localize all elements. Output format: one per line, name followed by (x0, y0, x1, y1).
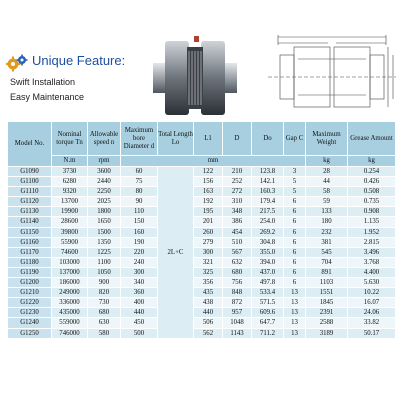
cell-weight: 28 (306, 167, 348, 177)
coupling-photo (150, 33, 240, 121)
cell-bore: 500 (121, 328, 158, 338)
cell-weight: 2588 (306, 318, 348, 328)
cell-model: G1170 (8, 247, 52, 257)
cell-gap: 13 (284, 288, 306, 298)
cell-do: 142.1 (252, 177, 284, 187)
cell-model: G1250 (8, 328, 52, 338)
cell-weight: 1551 (306, 288, 348, 298)
cell-l1: 435 (194, 288, 223, 298)
cell-weight: 545 (306, 247, 348, 257)
cell-d: 454 (223, 227, 252, 237)
cell-grease: 50.17 (348, 328, 396, 338)
cell-speed: 1050 (88, 267, 121, 277)
cell-d: 632 (223, 257, 252, 267)
cell-bore: 90 (121, 197, 158, 207)
cell-grease: 16.07 (348, 298, 396, 308)
cell-grease: 0.508 (348, 187, 396, 197)
header-bore: Maximum bore Diameter d (121, 122, 158, 156)
cell-torque: 435000 (52, 308, 88, 318)
cell-bore: 75 (121, 177, 158, 187)
cell-do: 437.0 (252, 267, 284, 277)
cell-gap: 5 (284, 187, 306, 197)
cell-torque: 186000 (52, 278, 88, 288)
cell-d: 848 (223, 288, 252, 298)
cell-torque: 746000 (52, 328, 88, 338)
gear-logo-icon (6, 54, 28, 72)
cell-model: G1140 (8, 217, 52, 227)
cell-d: 210 (223, 167, 252, 177)
cell-d: 310 (223, 197, 252, 207)
cell-grease: 24.06 (348, 308, 396, 318)
table-row (8, 227, 396, 237)
cell-model: G1160 (8, 237, 52, 247)
table-row (8, 288, 396, 298)
cell-d: 1143 (223, 328, 252, 338)
cell-gap: 13 (284, 318, 306, 328)
cell-d: 872 (223, 298, 252, 308)
table-row (8, 278, 396, 288)
cell-l1: 438 (194, 298, 223, 308)
cell-gap: 6 (284, 207, 306, 217)
table-row (8, 197, 396, 207)
cell-weight: 133 (306, 207, 348, 217)
cell-bore: 190 (121, 237, 158, 247)
cell-do: 304.8 (252, 237, 284, 247)
cell-model: G1200 (8, 278, 52, 288)
cell-speed: 1650 (88, 217, 121, 227)
cell-d: 272 (223, 187, 252, 197)
cell-weight: 381 (306, 237, 348, 247)
unit-grease: kg (348, 156, 396, 167)
cell-model: G1230 (8, 308, 52, 318)
header-do: Do (252, 122, 284, 156)
cell-grease: 1.952 (348, 227, 396, 237)
table-row (8, 177, 396, 187)
cell-speed: 580 (88, 328, 121, 338)
feature-line-installation: Swift Installation (10, 77, 76, 87)
cell-l1: 356 (194, 278, 223, 288)
cell-torque: 9320 (52, 187, 88, 197)
cell-do: 394.0 (252, 257, 284, 267)
table-row (8, 247, 396, 257)
cell-speed: 2440 (88, 177, 121, 187)
cell-torque: 13700 (52, 197, 88, 207)
cell-bore: 240 (121, 257, 158, 267)
cell-total-length: 2L+C (158, 167, 194, 339)
cell-grease: 10.22 (348, 288, 396, 298)
cell-gap: 6 (284, 197, 306, 207)
cell-weight: 232 (306, 227, 348, 237)
specification-table (7, 121, 396, 339)
cell-do: 179.4 (252, 197, 284, 207)
cell-speed: 900 (88, 278, 121, 288)
cell-speed: 3600 (88, 167, 121, 177)
cell-do: 497.8 (252, 278, 284, 288)
table-row (8, 207, 396, 217)
cell-l1: 321 (194, 257, 223, 267)
cell-do: 571.5 (252, 298, 284, 308)
cell-speed: 1225 (88, 247, 121, 257)
cell-l1: 506 (194, 318, 223, 328)
header-gap: Gap C (284, 122, 306, 156)
cell-speed: 1500 (88, 227, 121, 237)
cell-grease: 0.426 (348, 177, 396, 187)
header-grease: Grease Amount (348, 122, 396, 156)
feature-line-maintenance: Easy Maintenance (10, 92, 85, 102)
cell-speed: 2250 (88, 187, 121, 197)
cell-do: 254.0 (252, 217, 284, 227)
cell-bore: 360 (121, 288, 158, 298)
cell-torque: 55900 (52, 237, 88, 247)
cell-do: 647.7 (252, 318, 284, 328)
cell-l1: 122 (194, 167, 223, 177)
cell-weight: 704 (306, 257, 348, 267)
cell-speed: 680 (88, 308, 121, 318)
cell-torque: 559000 (52, 318, 88, 328)
unit-speed: rpm (88, 156, 121, 167)
cell-bore: 60 (121, 167, 158, 177)
cell-l1: 562 (194, 328, 223, 338)
cell-do: 533.4 (252, 288, 284, 298)
cell-bore: 220 (121, 247, 158, 257)
cell-model: G1220 (8, 298, 52, 308)
cell-torque: 39800 (52, 227, 88, 237)
cell-weight: 59 (306, 197, 348, 207)
cell-speed: 2025 (88, 197, 121, 207)
cell-model: G1090 (8, 167, 52, 177)
cell-do: 609.6 (252, 308, 284, 318)
cell-bore: 450 (121, 318, 158, 328)
feature-title: Unique Feature: (32, 53, 126, 68)
unit-mm: mm (121, 156, 306, 167)
cell-d: 1048 (223, 318, 252, 328)
cell-d: 386 (223, 217, 252, 227)
cell-speed: 630 (88, 318, 121, 328)
cell-d: 348 (223, 207, 252, 217)
table-row (8, 217, 396, 227)
cell-grease: 1.135 (348, 217, 396, 227)
cell-d: 510 (223, 237, 252, 247)
cell-gap: 6 (284, 227, 306, 237)
cell-model: G1100 (8, 177, 52, 187)
cell-do: 269.2 (252, 227, 284, 237)
cell-weight: 2391 (306, 308, 348, 318)
cell-weight: 3189 (306, 328, 348, 338)
cell-l1: 279 (194, 237, 223, 247)
cell-torque: 19900 (52, 207, 88, 217)
cell-torque: 103000 (52, 257, 88, 267)
header-l1: L1 (194, 122, 223, 156)
cell-do: 123.8 (252, 167, 284, 177)
cell-bore: 400 (121, 298, 158, 308)
cell-gap: 13 (284, 308, 306, 318)
cell-gap: 6 (284, 237, 306, 247)
cell-speed: 1350 (88, 237, 121, 247)
cell-grease: 3.768 (348, 257, 396, 267)
table-row (8, 187, 396, 197)
cell-model: G1110 (8, 187, 52, 197)
cell-bore: 150 (121, 217, 158, 227)
cell-bore: 440 (121, 308, 158, 318)
cell-torque: 28600 (52, 217, 88, 227)
cell-torque: 137000 (52, 267, 88, 277)
cell-gap: 13 (284, 298, 306, 308)
cell-l1: 300 (194, 247, 223, 257)
cell-do: 355.0 (252, 247, 284, 257)
cell-speed: 1800 (88, 207, 121, 217)
header-weight: Maximum Weight (306, 122, 348, 156)
cell-grease: 3.496 (348, 247, 396, 257)
cell-l1: 325 (194, 267, 223, 277)
cell-bore: 110 (121, 207, 158, 217)
cell-model: G1210 (8, 288, 52, 298)
cell-grease: 5.630 (348, 278, 396, 288)
dimension-drawing (258, 33, 400, 119)
cell-gap: 6 (284, 257, 306, 267)
cell-l1: 201 (194, 217, 223, 227)
cell-gap: 6 (284, 217, 306, 227)
cell-d: 957 (223, 308, 252, 318)
table-row (8, 237, 396, 247)
cell-torque: 249000 (52, 288, 88, 298)
cell-gap: 6 (284, 267, 306, 277)
cell-torque: 74600 (52, 247, 88, 257)
cell-weight: 1845 (306, 298, 348, 308)
cell-bore: 340 (121, 278, 158, 288)
cell-d: 680 (223, 267, 252, 277)
header-torque: Nominal torque Tn (52, 122, 88, 156)
cell-torque: 3730 (52, 167, 88, 177)
table-row (8, 308, 396, 318)
cell-l1: 440 (194, 308, 223, 318)
cell-gap: 13 (284, 328, 306, 338)
cell-d: 756 (223, 278, 252, 288)
cell-l1: 163 (194, 187, 223, 197)
table-row (8, 328, 396, 338)
cell-speed: 820 (88, 288, 121, 298)
cell-grease: 2.815 (348, 237, 396, 247)
table-row (8, 167, 396, 177)
cell-gap: 6 (284, 247, 306, 257)
cell-model: G1180 (8, 257, 52, 267)
table-row (8, 298, 396, 308)
cell-grease: 0.254 (348, 167, 396, 177)
cell-grease: 4.400 (348, 267, 396, 277)
cell-d: 567 (223, 247, 252, 257)
cell-bore: 160 (121, 227, 158, 237)
cell-gap: 5 (284, 177, 306, 187)
cell-model: G1120 (8, 197, 52, 207)
cell-weight: 1103 (306, 278, 348, 288)
cell-torque: 6280 (52, 177, 88, 187)
cell-model: G1240 (8, 318, 52, 328)
cell-grease: 0.908 (348, 207, 396, 217)
unit-torque: N.m (52, 156, 88, 167)
cell-do: 711.2 (252, 328, 284, 338)
header-d: D (223, 122, 252, 156)
cell-l1: 260 (194, 227, 223, 237)
header-model: Model No. (8, 122, 52, 167)
cell-weight: 891 (306, 267, 348, 277)
cell-weight: 58 (306, 187, 348, 197)
cell-gap: 3 (284, 167, 306, 177)
unit-weight: kg (306, 156, 348, 167)
table-row (8, 267, 396, 277)
cell-speed: 730 (88, 298, 121, 308)
cell-l1: 195 (194, 207, 223, 217)
cell-bore: 80 (121, 187, 158, 197)
header-speed: Allowable speed n (88, 122, 121, 156)
header-total-length: Total Length Lo (158, 122, 194, 156)
cell-weight: 44 (306, 177, 348, 187)
cell-bore: 300 (121, 267, 158, 277)
cell-grease: 33.82 (348, 318, 396, 328)
cell-d: 252 (223, 177, 252, 187)
table-row (8, 257, 396, 267)
cell-model: G1150 (8, 227, 52, 237)
table-row (8, 318, 396, 328)
cell-grease: 0.735 (348, 197, 396, 207)
cell-model: G1190 (8, 267, 52, 277)
cell-l1: 156 (194, 177, 223, 187)
cell-weight: 180 (306, 217, 348, 227)
cell-gap: 6 (284, 278, 306, 288)
cell-l1: 192 (194, 197, 223, 207)
cell-do: 160.3 (252, 187, 284, 197)
cell-speed: 1100 (88, 257, 121, 267)
cell-do: 217.5 (252, 207, 284, 217)
cell-model: G1130 (8, 207, 52, 217)
cell-torque: 336000 (52, 298, 88, 308)
